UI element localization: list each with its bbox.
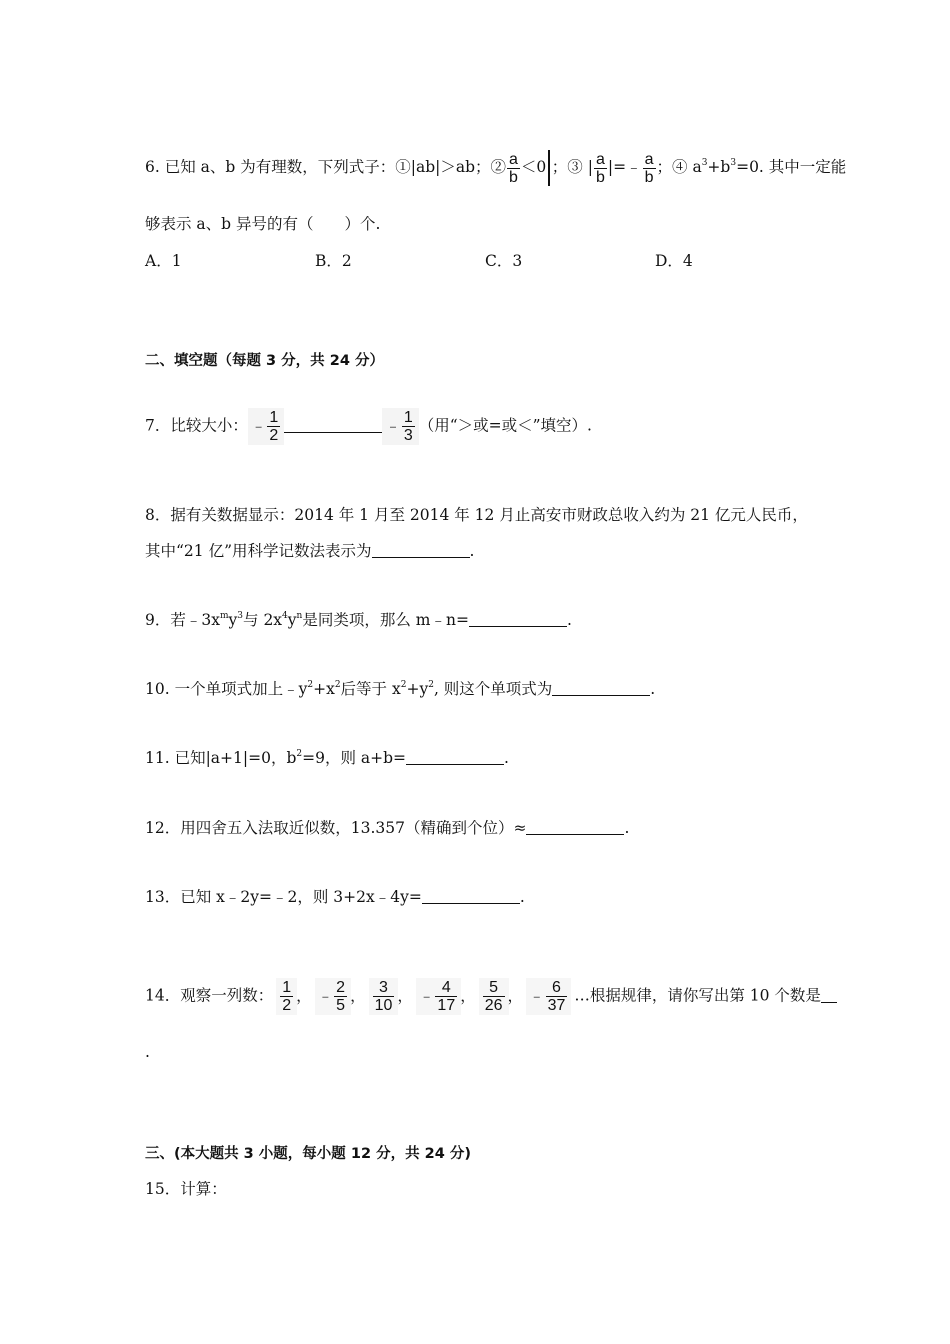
fraction: $\frac{2}{5}$: [336, 979, 346, 1014]
fraction: $\frac{4}{17}$: [437, 979, 456, 1014]
fraction-neg-a-over-b: $\frac{a}{b}$: [644, 150, 654, 186]
comma: ，: [507, 986, 524, 1005]
q12: 12．用四舍五入法取近似数，13.357（精确到个位）≈ .: [145, 819, 630, 837]
sequence-fraction: [416, 978, 461, 1015]
q7-fraction-left: ﹣ $\frac{1}{2}$: [248, 408, 284, 445]
comma: ，: [460, 986, 476, 1005]
sign: ﹣: [317, 986, 334, 1005]
fraction-abs-a-over-b: $\frac{a}{b}$: [595, 150, 605, 186]
fraction: $\frac{1}{2}$: [282, 979, 292, 1014]
sequence-fraction: [315, 978, 351, 1015]
q9: 9．若$﹣3x^my^3$与 $2x^4y^n$是同类项，那么 m﹣n= .: [145, 611, 572, 629]
sequence-fraction: [276, 978, 297, 1015]
sign: ﹣: [418, 986, 435, 1005]
answer-blank[interactable]: [469, 612, 567, 627]
q15-label: 15．计算：: [145, 1180, 227, 1198]
answer-blank[interactable]: [422, 889, 520, 904]
fraction: $\frac{6}{37}$: [547, 979, 566, 1014]
q14-sequence: [273, 979, 574, 1014]
answer-blank[interactable]: [372, 543, 470, 558]
q6-line1: 6. 已知 a、b 为有理数，下列式子：①|ab|＞ab；② $\frac{a}{b}$ ＜0 ；③ | $\frac{a}{b}$ |=﹣ $\frac{a}{b}$ ；④ $a^3+b^3=0$. 其中一定能: [145, 150, 847, 186]
answer-blank[interactable]: [526, 820, 624, 835]
q13: 13．已知 x﹣2y=﹣2，则 3+2x﹣4y= .: [145, 888, 525, 906]
sequence-fraction: [479, 978, 509, 1015]
sequence-fraction: [526, 978, 571, 1015]
divider-bar: [548, 150, 550, 186]
q6-option-a: A．1: [145, 252, 182, 270]
comma: ，: [296, 986, 312, 1005]
section3-heading: 三、(本大题共 3 小题，每小题 12 分，共 24 分): [145, 1146, 471, 1162]
sequence-fraction: [369, 978, 399, 1015]
answer-blank[interactable]: [284, 418, 382, 433]
q7-fraction-right: ﹣ $\frac{1}{3}$: [382, 408, 418, 445]
q6-option-b: B．2: [315, 252, 352, 270]
q7: 7．比较大小： ﹣ $\frac{1}{2}$ ﹣ $\frac{1}{3}$ （用“＞或=或＜”填空）.: [145, 409, 592, 444]
q14-end: .: [145, 1043, 150, 1061]
answer-blank[interactable]: [406, 750, 504, 765]
q6-line2: 够表示 a、b 异号的有（ ）个.: [145, 215, 381, 233]
q6-option-c: C．3: [485, 252, 523, 270]
comma: ，: [397, 986, 413, 1005]
answer-blank[interactable]: [552, 681, 650, 696]
answer-blank[interactable]: [821, 988, 837, 1003]
q10: 10. 一个单项式加上$﹣y^2+x^2$后等于 $x^2+y^2$, 则这个单项式为 .: [145, 680, 656, 698]
section2-heading: 二、填空题（每题 3 分，共 24 分）: [145, 353, 384, 369]
q11: 11. 已知|a+1|=0，$b^2=9$，则 a+b= .: [145, 749, 509, 767]
q8-line1: 8．据有关数据显示：2014 年 1 月至 2014 年 12 月止高安市财政总收入约为 21 亿元人民币，: [145, 506, 808, 524]
q8-line2: 其中“21 亿”用科学记数法表示为 .: [145, 542, 475, 560]
sign: ﹣: [529, 986, 545, 1005]
fraction: $\frac{3}{10}$: [374, 979, 393, 1014]
q6-option-d: D．4: [655, 252, 693, 270]
q14: 14．观察一列数： $\frac{1}{2}$ ， ﹣ $\frac{2}{5}$ ， $\frac{3}{10}$ ， ﹣ $\frac{4}{17}$ ， $\frac{5}{26}$ ， ﹣ $\frac{6}{37}$ …根据规律，请你写出第 10 个数是: [145, 978, 837, 1015]
comma: ，: [350, 986, 366, 1005]
fraction: $\frac{5}{26}$: [484, 979, 503, 1014]
fraction-a-over-b: $\frac{a}{b}$: [509, 150, 518, 186]
